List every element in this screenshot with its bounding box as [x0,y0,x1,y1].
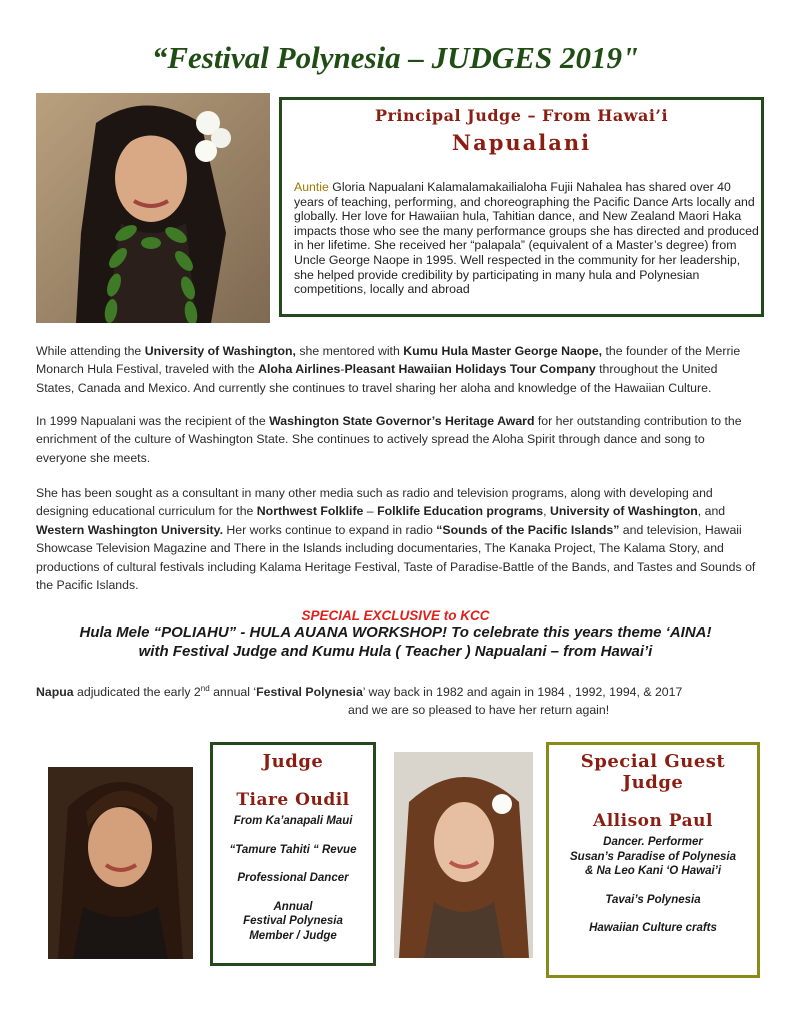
special-exclusive-heading: SPECIAL EXCLUSIVE to KCC [301,608,490,623]
workshop-judge-line: with Festival Judge and Kumu Hula ( Teacher ) Napualani – from Hawai’i [138,643,653,660]
judge-allison-photo [394,752,533,958]
special-guest-judge-title: Special Guest Judge [580,751,726,793]
judge-name: Tiare Oudil [236,790,350,810]
principal-judge-heading: Principal Judge – From Hawai’i [374,106,669,125]
paragraph-university: While attending the University of Washington, she mentored with Kumu Hula Master George Naope, the founder of the Merrie Monarch Hula Festival, traveled with the Aloha Airlines-Pleasant Hawaiian Holidays Tour Company throughout the United States, Canada and Mexico. And currently she continues to travel sharing her aloha and knowledge of the Hawaiian Culture. [36,344,741,395]
bio-prefix: Auntie [294,180,329,194]
special-exclusive [0,608,791,661]
bio-text: Gloria Napualani Kalamalamakailialoha Fujii Nahalea has shared over 40 years of teaching, performing, and choreographing the Pacific Dance Arts locally and globally. Her love for Hawaiian hula, Tahitian dance, and New Zealand Maori Haka impacts those who see the many performance groups she has directed and produced in her lifetime. She received her “palapala” (equivalent of a Master’s degree) from Uncle George Naope in 1995. Well respected in the community for her leadership, she helped provide credibility by participating in many hula and Polynesian competitions, locally and abroad [294,180,759,297]
principal-judge-photo [36,93,270,323]
judge-tiare-photo [48,767,193,959]
principal-judge-bio [294,180,759,297]
paragraph-heritage-award: In 1999 Napualani was the recipient of the Washington State Governor’s Heritage Award for her outstanding contribution to the enrichment of the culture of Washington State. She continues to actively spread the Aloha Spirit through dance and song to everyone she meets. [36,414,742,465]
paragraph-consultant: She has been sought as a consultant in many other media such as radio and television programs, along with developing and designing educational curriculum for the Northwest Folklife – Folklife Education programs, University of Washington, and Western Washington University. Her works continue to expand in radio “Sounds of the Pacific Islands” and television, Hawaii Showcase Television Magazine and There in the Islands including documentaries, The Kanaka Project, The Kalama Story, and productions of cultural festivals including Kalama Heritage Festival, Taste of Paradise-Battle of the Bands, and Tastes and Sounds of the Pacific Islands. [36,486,756,593]
principal-judge-box [279,97,764,317]
page-title: “Festival Polynesia – JUDGES 2019" [151,40,640,75]
judge-tiare-box: Judge Tiare Oudil From Ka’anapali Maui “Tamure Tahiti “ Revue Professional Dancer Annual Festival Polynesia Member / Judge [210,742,376,966]
principal-judge-name: Napualani [451,130,592,155]
judge-name: Allison Paul [593,811,713,831]
workshop-line: Hula Mele “POLIAHU” - HULA AUANA WORKSHOP! To celebrate this years theme ‘AINA! [79,624,712,641]
adjudicated-note: Napua adjudicated the early 2nd annual ‘Festival Polynesia’ way back in 1982 and again in 1984 , 1992, 1994, & 2017 and we are so pleased to have her return again! [36,684,683,718]
judge-title: Judge [262,751,324,772]
judge-allison-box: Special Guest Judge Allison Paul Dancer. Performer Susan’s Paradise of Polynesia & Na Leo Kani ‘O Hawai’i Tavai’s Polynesia Hawaiian Culture crafts [546,742,760,978]
